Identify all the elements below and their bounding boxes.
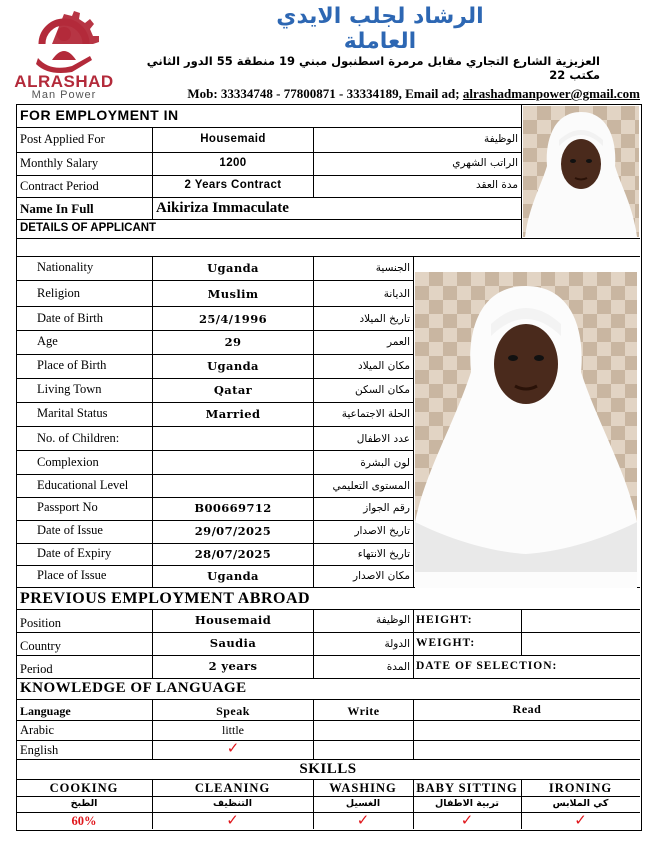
place-of-birth-label: Place of Birth	[37, 358, 107, 372]
salary-arabic-label: الراتب الشهري	[452, 157, 518, 169]
language-arabic-label: Arabic	[20, 723, 55, 737]
marital-status-arabic-label: الحلة الاجتماعية	[341, 408, 410, 420]
age-label: Age	[37, 334, 58, 348]
email-link[interactable]: alrashadmanpower@gmail.com	[462, 86, 640, 101]
place-of-birth-value: Uganda	[207, 359, 259, 373]
previous-section-title: PREVIOUS EMPLOYMENT ABROAD	[20, 590, 311, 607]
marital-status-value: Married	[205, 407, 261, 421]
company-address: العزيزية الشارع التجاري مقابل مرمرة اسطنبول مبني 19 منطقة 55 الدور الثاني مكتب 22	[146, 54, 600, 82]
salary-label: Monthly Salary	[20, 156, 99, 170]
contract-value: 2 Years Contract	[184, 179, 282, 191]
skill-cooking-label: COOKING	[49, 781, 119, 795]
prev-country-arabic: الدولة	[384, 638, 410, 650]
skill-baby-sitting-value: ✓	[460, 811, 474, 829]
prev-country-value: Saudia	[209, 636, 257, 650]
prev-position-value: Housemaid	[194, 613, 272, 627]
post-arabic-label: الوظيفة	[483, 133, 518, 145]
place-of-issue-arabic-label: مكان الاصدار	[353, 570, 410, 582]
nationality-label: Nationality	[37, 260, 94, 274]
passport-no-value: B00669712	[194, 501, 272, 515]
nationality-arabic-label: الجنسية	[375, 262, 410, 274]
height-label: HEIGHT:	[416, 614, 473, 626]
age-value: 29	[224, 335, 242, 349]
contract-label: Contract Period	[20, 179, 99, 193]
skills-section-title: SKILLS	[299, 761, 357, 777]
skill-ironing-arabic: كي الملابس	[552, 798, 609, 809]
skill-ironing-value: ✓	[574, 811, 587, 829]
speak-header: Speak	[216, 704, 250, 718]
language-header: Language	[20, 704, 71, 718]
skill-washing-label: WASHING	[329, 781, 397, 795]
weight-label: WEIGHT:	[416, 637, 476, 649]
prev-country-label: Country	[20, 639, 61, 653]
skill-baby-sitting-arabic: تربية الاطفال	[435, 798, 499, 809]
contact-line	[120, 86, 640, 102]
complexion-arabic-label: لون البشرة	[360, 457, 410, 469]
date-of-issue-label: Date of Issue	[37, 523, 103, 537]
date-of-expiry-arabic-label: تاريخ الانتهاء	[357, 548, 410, 560]
place-of-issue-value: Uganda	[207, 569, 259, 583]
name-label: Name In Full	[20, 201, 94, 216]
passport-no-label: Passport No	[37, 500, 98, 514]
date-of-birth-value: 25/4/1996	[198, 312, 267, 326]
prev-position-label: Position	[20, 616, 61, 630]
nationality-value: Uganda	[207, 261, 259, 275]
religion-value: Muslim	[207, 287, 259, 301]
educational-level-arabic-label: المستوى التعليمي	[332, 480, 410, 492]
skill-cleaning-label: CLEANING	[194, 781, 271, 795]
skill-cleaning-value: ✓	[226, 811, 239, 829]
living-town-value: Qatar	[213, 383, 253, 397]
place-of-birth-arabic-label: مكان الميلاد	[358, 360, 410, 372]
no-of-children-label: No. of Children:	[37, 431, 120, 445]
age-arabic-label: العمر	[386, 336, 410, 348]
language-section-title: KNOWLEDGE OF LANGUAGE	[20, 680, 247, 696]
language-english-label: English	[20, 743, 59, 757]
post-label: Post Applied For	[20, 132, 105, 146]
place-of-issue-label: Place of Issue	[37, 568, 107, 582]
skill-washing-value: ✓	[356, 811, 370, 829]
religion-arabic-label: الديانة	[383, 288, 410, 300]
educational-level-label: Educational Level	[37, 478, 129, 492]
passport-no-arabic-label: رقم الجواز	[363, 502, 410, 514]
prev-position-arabic: الوظيفة	[375, 614, 410, 626]
skill-cooking-value: 60%	[71, 814, 97, 828]
date-of-birth-label: Date of Birth	[37, 311, 103, 325]
skill-cleaning-arabic: التنظيف	[212, 798, 253, 809]
english-speak-check: ✓	[226, 739, 240, 757]
contract-arabic-label: مدة العقد	[476, 179, 518, 191]
date-of-selection-label: DATE OF SELECTION:	[416, 660, 558, 672]
prev-period-label: Period	[20, 662, 53, 676]
living-town-arabic-label: مكان السكن	[355, 384, 410, 396]
no-of-children-arabic-label: عدد الاطفال	[356, 433, 410, 445]
logo-subtitle: Man Power	[31, 89, 97, 101]
skill-baby-sitting-label: BABY SITTING	[416, 781, 518, 795]
company-arabic-title: الرشاد لجلب الايدي العاملة	[276, 4, 484, 54]
date-of-issue-arabic-label: تاريخ الاصدار	[354, 525, 410, 537]
arabic-speak-value: little	[222, 723, 244, 737]
prev-period-arabic: المدة	[386, 661, 410, 673]
contact-numbers: Mob: 33334748 - 77800871 - 33334189, Email ad;	[187, 86, 463, 101]
applicant-photo-large	[415, 272, 637, 588]
post-value: Housemaid	[200, 133, 266, 145]
applicant-photo-small	[523, 106, 639, 237]
name-value: Aikiriza Immaculate	[156, 200, 289, 216]
living-town-label: Living Town	[37, 382, 102, 396]
logo-name: ALRASHAD	[14, 72, 114, 91]
write-header: Write	[347, 704, 380, 718]
date-of-expiry-label: Date of Expiry	[37, 546, 112, 560]
date-of-birth-arabic-label: تاريخ الميلاد	[359, 313, 410, 325]
date-of-issue-value: 29/07/2025	[194, 524, 272, 538]
applicant-section-title: DETAILS OF APPLICANT	[20, 222, 157, 234]
employment-section-title: FOR EMPLOYMENT IN	[20, 107, 179, 123]
skill-ironing-label: IRONING	[548, 781, 613, 795]
read-header: Read	[512, 702, 542, 716]
skill-washing-arabic: الغسيل	[345, 798, 381, 809]
prev-period-value: 2 years	[208, 659, 258, 673]
religion-label: Religion	[37, 286, 81, 300]
salary-value: 1200	[219, 157, 247, 169]
complexion-label: Complexion	[37, 455, 99, 469]
date-of-expiry-value: 28/07/2025	[194, 547, 272, 561]
skill-cooking-arabic: الطبخ	[70, 798, 98, 809]
marital-status-label: Marital Status	[37, 406, 108, 420]
